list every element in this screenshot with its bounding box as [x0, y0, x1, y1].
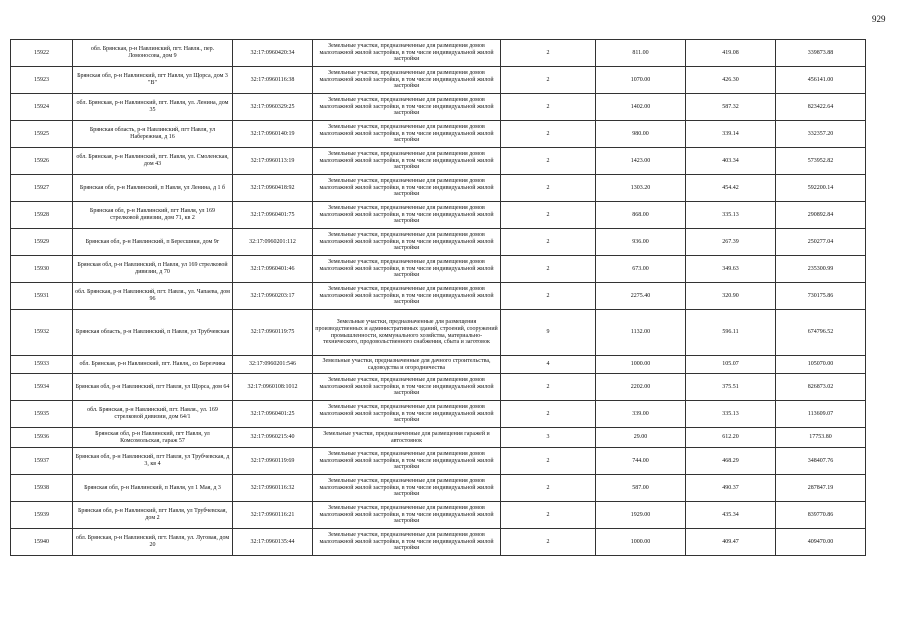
- row-area: 811.00: [596, 40, 686, 67]
- table-row: [11, 401, 866, 428]
- row-cadastral-value: 17753.80: [776, 428, 866, 448]
- row-area: 1423.00: [596, 148, 686, 175]
- row-area: 339.00: [596, 401, 686, 428]
- row-land-purpose: Земельные участки, предназначенные для размещения домов малоэтажной жилой застройки, в том числе индивидуальной жилой застройки: [313, 401, 501, 428]
- row-cadastral-number: 32:17:0960135:44: [233, 529, 313, 556]
- row-cadastral-number: 32:17:0960401:46: [233, 256, 313, 283]
- table-row: [11, 529, 866, 556]
- row-address: Брянская область, р-н Навлинский, п Навля, ул Трубчевская: [73, 310, 233, 356]
- row-cadastral-value: 823422.64: [776, 94, 866, 121]
- row-unit-value: 490.37: [686, 475, 776, 502]
- row-area: 1929.00: [596, 502, 686, 529]
- row-address: Брянская обл, р-н Навлинский, пгт Навля, ул Трубчевская, д 3, кв 4: [73, 448, 233, 475]
- table-row: [11, 175, 866, 202]
- row-number: 15929: [11, 229, 73, 256]
- row-address: Брянская обл, р-н Навлинский, пгт Навля, ул Трубчевская, дом 2: [73, 502, 233, 529]
- row-group-code: 2: [501, 148, 596, 175]
- row-group-code: 2: [501, 502, 596, 529]
- row-unit-value: 105.07: [686, 356, 776, 374]
- row-land-purpose: Земельные участки, предназначенные для размещения домов малоэтажной жилой застройки, в том числе индивидуальной жилой застройки: [313, 94, 501, 121]
- row-unit-value: 435.34: [686, 502, 776, 529]
- row-group-code: 2: [501, 374, 596, 401]
- row-cadastral-value: 287847.19: [776, 475, 866, 502]
- row-cadastral-value: 290892.84: [776, 202, 866, 229]
- row-land-purpose: Земельные участки, предназначенные для размещения домов малоэтажной жилой застройки, в том числе индивидуальной жилой застройки: [313, 475, 501, 502]
- row-unit-value: 339.14: [686, 121, 776, 148]
- row-number: 15927: [11, 175, 73, 202]
- row-cadastral-number: 32:17:0960113:19: [233, 148, 313, 175]
- row-group-code: 2: [501, 283, 596, 310]
- row-unit-value: 468.29: [686, 448, 776, 475]
- row-cadastral-value: 674796.52: [776, 310, 866, 356]
- row-group-code: 2: [501, 229, 596, 256]
- table-row: [11, 502, 866, 529]
- row-cadastral-value: 826873.02: [776, 374, 866, 401]
- row-number: 15940: [11, 529, 73, 556]
- row-unit-value: 612.20: [686, 428, 776, 448]
- row-area: 1070.00: [596, 67, 686, 94]
- row-cadastral-number: 32:17:0960140:19: [233, 121, 313, 148]
- row-land-purpose: Земельные участки, предназначенные для размещения домов малоэтажной жилой застройки, в том числе индивидуальной жилой застройки: [313, 256, 501, 283]
- row-cadastral-value: 235300.99: [776, 256, 866, 283]
- table-row: [11, 475, 866, 502]
- row-address: обл. Брянская, р-н Навлинский, пгт. Навля, ул. Ленина, дом 35: [73, 94, 233, 121]
- table-row: [11, 94, 866, 121]
- table-row: [11, 256, 866, 283]
- row-address: обл. Брянская, р-н Навлинский, пгт. Навля., пер. Ломоносова, дом 9: [73, 40, 233, 67]
- row-land-purpose: Земельные участки, предназначенные для размещения домов малоэтажной жилой застройки, в том числе индивидуальной жилой застройки: [313, 67, 501, 94]
- row-group-code: 2: [501, 401, 596, 428]
- row-address: Брянская обл, р-н Навлинский, пгт Навля, ул Комсомольская, гараж 57: [73, 428, 233, 448]
- row-cadastral-value: 730175.86: [776, 283, 866, 310]
- page-number: 929: [872, 14, 886, 24]
- row-area: 868.00: [596, 202, 686, 229]
- row-cadastral-number: 32:17:0960201:546: [233, 356, 313, 374]
- row-area: 1303.20: [596, 175, 686, 202]
- row-unit-value: 409.47: [686, 529, 776, 556]
- row-unit-value: 454.42: [686, 175, 776, 202]
- table-row: [11, 428, 866, 448]
- row-number: 15936: [11, 428, 73, 448]
- row-number: 15935: [11, 401, 73, 428]
- table-row: [11, 448, 866, 475]
- row-cadastral-number: 32:17:0960116:21: [233, 502, 313, 529]
- row-cadastral-number: 32:17:0960420:34: [233, 40, 313, 67]
- row-land-purpose: Земельные участки, предназначенные для размещения гаражей и автостоянок: [313, 428, 501, 448]
- table-row: [11, 356, 866, 374]
- row-unit-value: 320.90: [686, 283, 776, 310]
- row-cadastral-number: 32:17:0960418:92: [233, 175, 313, 202]
- row-cadastral-value: 348407.76: [776, 448, 866, 475]
- row-area: 29.00: [596, 428, 686, 448]
- row-number: 15937: [11, 448, 73, 475]
- table-row: [11, 374, 866, 401]
- row-area: 673.00: [596, 256, 686, 283]
- row-land-purpose: Земельные участки, предназначенные для размещения домов малоэтажной жилой застройки, в том числе индивидуальной жилой застройки: [313, 374, 501, 401]
- row-address: Брянская обл, р-н Навлинский, п Бересшики, дом 9г: [73, 229, 233, 256]
- row-number: 15928: [11, 202, 73, 229]
- row-group-code: 4: [501, 356, 596, 374]
- row-area: 1000.00: [596, 356, 686, 374]
- row-group-code: 2: [501, 475, 596, 502]
- row-address: обл. Брянская, р-н Навлинский, пгт. Навля., ул. 169 стрелковой дивизии, дом 64/1: [73, 401, 233, 428]
- row-unit-value: 375.51: [686, 374, 776, 401]
- row-land-purpose: Земельные участки, предназначенные для размещения домов малоэтажной жилой застройки, в том числе индивидуальной жилой застройки: [313, 40, 501, 67]
- row-area: 1000.00: [596, 529, 686, 556]
- row-address: обл. Брянская, р-н Навлинский, пгт. Навля,, со Березчика: [73, 356, 233, 374]
- row-cadastral-number: 32:17:0960329:25: [233, 94, 313, 121]
- row-cadastral-value: 592200.14: [776, 175, 866, 202]
- row-unit-value: 419.08: [686, 40, 776, 67]
- row-group-code: 2: [501, 40, 596, 67]
- row-group-code: 2: [501, 202, 596, 229]
- table-row: [11, 148, 866, 175]
- row-cadastral-number: 32:17:0960401:25: [233, 401, 313, 428]
- row-address: Брянская область, р-н Навлинский, пгт Навля, ул Набережная, д 16: [73, 121, 233, 148]
- row-unit-value: 426.30: [686, 67, 776, 94]
- row-area: 980.00: [596, 121, 686, 148]
- row-group-code: 3: [501, 428, 596, 448]
- row-group-code: 2: [501, 67, 596, 94]
- table-row: [11, 121, 866, 148]
- row-cadastral-value: 456141.00: [776, 67, 866, 94]
- table-row: [11, 283, 866, 310]
- row-cadastral-value: 409470.00: [776, 529, 866, 556]
- row-address: Брянская обл, р-н Навлинский, п Навля, ул 1 Мая, д 3: [73, 475, 233, 502]
- row-land-purpose: Земельные участки, предназначенные для дачного строительства, садоводства и огородничества: [313, 356, 501, 374]
- row-cadastral-number: 32:17:0960203:17: [233, 283, 313, 310]
- row-unit-value: 267.39: [686, 229, 776, 256]
- row-land-purpose: Земельные участки, предназначенные для размещения производственных и административных зданий, строений, сооружений промышленности, коммунального хозяйства, материально-технического, продовольственного снабжения, сбыта и заготовок: [313, 310, 501, 356]
- row-unit-value: 349.63: [686, 256, 776, 283]
- row-address: обл. Брянская, р-н Навлинский, пгт. Навля, ул. Луговая, дом 20: [73, 529, 233, 556]
- row-number: 15939: [11, 502, 73, 529]
- row-area: 587.00: [596, 475, 686, 502]
- row-number: 15925: [11, 121, 73, 148]
- row-cadastral-number: 32:17:0960119:75: [233, 310, 313, 356]
- row-number: 15922: [11, 40, 73, 67]
- row-cadastral-value: 339873.88: [776, 40, 866, 67]
- row-land-purpose: Земельные участки, предназначенные для размещения домов малоэтажной жилой застройки, в том числе индивидуальной жилой застройки: [313, 529, 501, 556]
- row-land-purpose: Земельные участки, предназначенные для размещения домов малоэтажной жилой застройки, в том числе индивидуальной жилой застройки: [313, 148, 501, 175]
- cadastral-value-table: [10, 39, 866, 556]
- row-unit-value: 403.34: [686, 148, 776, 175]
- row-unit-value: 335.13: [686, 202, 776, 229]
- row-land-purpose: Земельные участки, предназначенные для размещения домов малоэтажной жилой застройки, в том числе индивидуальной жилой застройки: [313, 283, 501, 310]
- row-area: 744.00: [596, 448, 686, 475]
- row-group-code: 2: [501, 94, 596, 121]
- row-cadastral-number: 32:17:0960116:32: [233, 475, 313, 502]
- row-group-code: 2: [501, 121, 596, 148]
- row-number: 15933: [11, 356, 73, 374]
- row-area: 2202.00: [596, 374, 686, 401]
- row-number: 15938: [11, 475, 73, 502]
- row-number: 15923: [11, 67, 73, 94]
- row-group-code: 2: [501, 256, 596, 283]
- table-row: [11, 40, 866, 67]
- row-group-code: 2: [501, 529, 596, 556]
- row-land-purpose: Земельные участки, предназначенные для размещения домов малоэтажной жилой застройки, в том числе индивидуальной жилой застройки: [313, 202, 501, 229]
- row-number: 15931: [11, 283, 73, 310]
- row-cadastral-number: 32:17:0960201:112: [233, 229, 313, 256]
- row-number: 15924: [11, 94, 73, 121]
- row-area: 936.00: [596, 229, 686, 256]
- row-area: 2275.40: [596, 283, 686, 310]
- row-land-purpose: Земельные участки, предназначенные для размещения домов малоэтажной жилой застройки, в том числе индивидуальной жилой застройки: [313, 121, 501, 148]
- table-row: [11, 202, 866, 229]
- table-row: [11, 310, 866, 356]
- row-group-code: 2: [501, 448, 596, 475]
- table-row: [11, 229, 866, 256]
- row-address: Брянская обл, р-н Навлинский, пгт Навля, ул Щорса, дом 64: [73, 374, 233, 401]
- row-cadastral-value: 839770.86: [776, 502, 866, 529]
- row-unit-value: 587.32: [686, 94, 776, 121]
- row-cadastral-number: 32:17:0960401:75: [233, 202, 313, 229]
- row-number: 15930: [11, 256, 73, 283]
- row-group-code: 2: [501, 175, 596, 202]
- row-number: 15926: [11, 148, 73, 175]
- row-number: 15932: [11, 310, 73, 356]
- row-land-purpose: Земельные участки, предназначенные для размещения домов малоэтажной жилой застройки, в том числе индивидуальной жилой застройки: [313, 502, 501, 529]
- row-unit-value: 596.11: [686, 310, 776, 356]
- row-address: обл. Брянская, р-н Навлинский, пгт. Навля., ул. Чапаева, дом 96: [73, 283, 233, 310]
- row-address: Брянская обл, р-н Навлинский, п Навля, ул 169 стрелковой дивизии, д 70: [73, 256, 233, 283]
- row-cadastral-value: 250277.04: [776, 229, 866, 256]
- row-area: 1402.00: [596, 94, 686, 121]
- row-group-code: 9: [501, 310, 596, 356]
- row-area: 1132.00: [596, 310, 686, 356]
- row-address: Брянская обл, р-н Навлинский, пгт Навля, ул 169 стрелковой дивизии, дом 71, кв 2: [73, 202, 233, 229]
- row-address: Брянская обл, р-н Навлинский, п Навля, ул Ленина, д 1 б: [73, 175, 233, 202]
- row-cadastral-number: 32:17:0960119:69: [233, 448, 313, 475]
- row-cadastral-number: 32:17:0960116:38: [233, 67, 313, 94]
- row-cadastral-value: 332357.20: [776, 121, 866, 148]
- row-cadastral-value: 105070.00: [776, 356, 866, 374]
- row-cadastral-value: 573952.82: [776, 148, 866, 175]
- row-unit-value: 335.13: [686, 401, 776, 428]
- row-land-purpose: Земельные участки, предназначенные для размещения домов малоэтажной жилой застройки, в том числе индивидуальной жилой застройки: [313, 229, 501, 256]
- row-number: 15934: [11, 374, 73, 401]
- row-land-purpose: Земельные участки, предназначенные для размещения домов малоэтажной жилой застройки, в том числе индивидуальной жилой застройки: [313, 175, 501, 202]
- row-address: обл. Брянская, р-н Навлинский, пгт. Навля, ул. Смоленская, дом 43: [73, 148, 233, 175]
- row-address: Брянская обл, р-н Навлинский, пгт Навля, ул Щорса, дом 3 "В": [73, 67, 233, 94]
- row-cadastral-value: 113609.07: [776, 401, 866, 428]
- row-land-purpose: Земельные участки, предназначенные для размещения домов малоэтажной жилой застройки, в том числе индивидуальной жилой застройки: [313, 448, 501, 475]
- row-cadastral-number: 32:17:0960108:1012: [233, 374, 313, 401]
- row-cadastral-number: 32:17:0960215:40: [233, 428, 313, 448]
- table-row: [11, 67, 866, 94]
